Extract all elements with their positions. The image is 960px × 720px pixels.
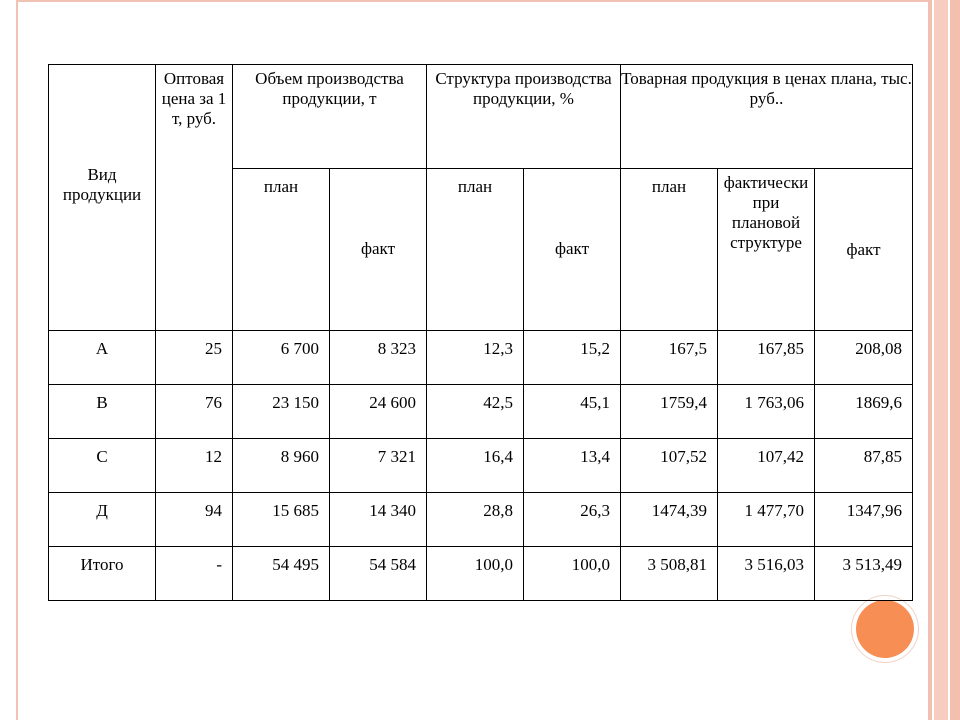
slide-stripe xyxy=(950,0,960,720)
cell-price: 94 xyxy=(156,493,233,547)
cell-price: 25 xyxy=(156,331,233,385)
cell-commodity-plan: 3 508,81 xyxy=(621,547,718,601)
cell-volume-plan: 54 495 xyxy=(233,547,330,601)
header-structure: Структура производства продукции, % xyxy=(427,65,621,169)
cell-commodity-plan: 167,5 xyxy=(621,331,718,385)
slide-frame-top xyxy=(16,0,928,2)
production-table xyxy=(48,64,913,601)
table-row xyxy=(49,331,913,385)
cell-commodity-fact: 87,85 xyxy=(815,439,913,493)
header-structure-plan: план xyxy=(427,169,524,331)
cell-commodity-fact: 3 513,49 xyxy=(815,547,913,601)
cell-volume-fact: 24 600 xyxy=(330,385,427,439)
header-commodity-plan: план xyxy=(621,169,718,331)
slide-frame-left xyxy=(16,0,18,720)
decorative-circle xyxy=(856,600,914,658)
table-row xyxy=(49,385,913,439)
header-commodity: Товарная продукция в ценах плана, тыс. руб.. xyxy=(621,65,913,169)
cell-volume-fact: 7 321 xyxy=(330,439,427,493)
table-row xyxy=(49,439,913,493)
cell-volume-plan: 8 960 xyxy=(233,439,330,493)
header-price: Оптовая цена за 1 т, руб. xyxy=(156,65,233,331)
table-row-total xyxy=(49,547,913,601)
header-row-1 xyxy=(49,65,913,169)
cell-price: - xyxy=(156,547,233,601)
cell-structure-plan: 28,8 xyxy=(427,493,524,547)
cell-structure-fact: 45,1 xyxy=(524,385,621,439)
cell-commodity-fact-at-plan: 107,42 xyxy=(718,439,815,493)
cell-product: С xyxy=(49,439,156,493)
slide-stripe xyxy=(928,0,932,720)
cell-structure-plan: 16,4 xyxy=(427,439,524,493)
cell-price: 76 xyxy=(156,385,233,439)
cell-product: А xyxy=(49,331,156,385)
header-commodity-fact: факт xyxy=(815,169,913,331)
cell-commodity-fact: 1347,96 xyxy=(815,493,913,547)
cell-product: Итого xyxy=(49,547,156,601)
slide-stripe xyxy=(934,0,948,720)
cell-volume-fact: 14 340 xyxy=(330,493,427,547)
cell-commodity-fact-at-plan: 1 763,06 xyxy=(718,385,815,439)
cell-commodity-fact: 1869,6 xyxy=(815,385,913,439)
cell-commodity-fact: 208,08 xyxy=(815,331,913,385)
cell-structure-plan: 42,5 xyxy=(427,385,524,439)
cell-product: В xyxy=(49,385,156,439)
cell-commodity-plan: 1759,4 xyxy=(621,385,718,439)
cell-volume-plan: 15 685 xyxy=(233,493,330,547)
cell-volume-plan: 23 150 xyxy=(233,385,330,439)
header-volume-plan: план xyxy=(233,169,330,331)
cell-structure-plan: 12,3 xyxy=(427,331,524,385)
cell-price: 12 xyxy=(156,439,233,493)
header-volume: Объем производства продукции, т xyxy=(233,65,427,169)
header-commodity-fact-at-plan: фактически при плановой структуре xyxy=(718,169,815,331)
cell-commodity-plan: 1474,39 xyxy=(621,493,718,547)
cell-volume-fact: 54 584 xyxy=(330,547,427,601)
header-structure-fact: факт xyxy=(524,169,621,331)
cell-structure-fact: 13,4 xyxy=(524,439,621,493)
cell-structure-fact: 26,3 xyxy=(524,493,621,547)
header-volume-fact: факт xyxy=(330,169,427,331)
cell-product: Д xyxy=(49,493,156,547)
cell-commodity-plan: 107,52 xyxy=(621,439,718,493)
cell-structure-fact: 15,2 xyxy=(524,331,621,385)
cell-volume-fact: 8 323 xyxy=(330,331,427,385)
cell-commodity-fact-at-plan: 1 477,70 xyxy=(718,493,815,547)
header-product: Вид продукции xyxy=(49,65,156,331)
table-row xyxy=(49,493,913,547)
cell-commodity-fact-at-plan: 3 516,03 xyxy=(718,547,815,601)
cell-structure-plan: 100,0 xyxy=(427,547,524,601)
cell-volume-plan: 6 700 xyxy=(233,331,330,385)
cell-structure-fact: 100,0 xyxy=(524,547,621,601)
cell-commodity-fact-at-plan: 167,85 xyxy=(718,331,815,385)
